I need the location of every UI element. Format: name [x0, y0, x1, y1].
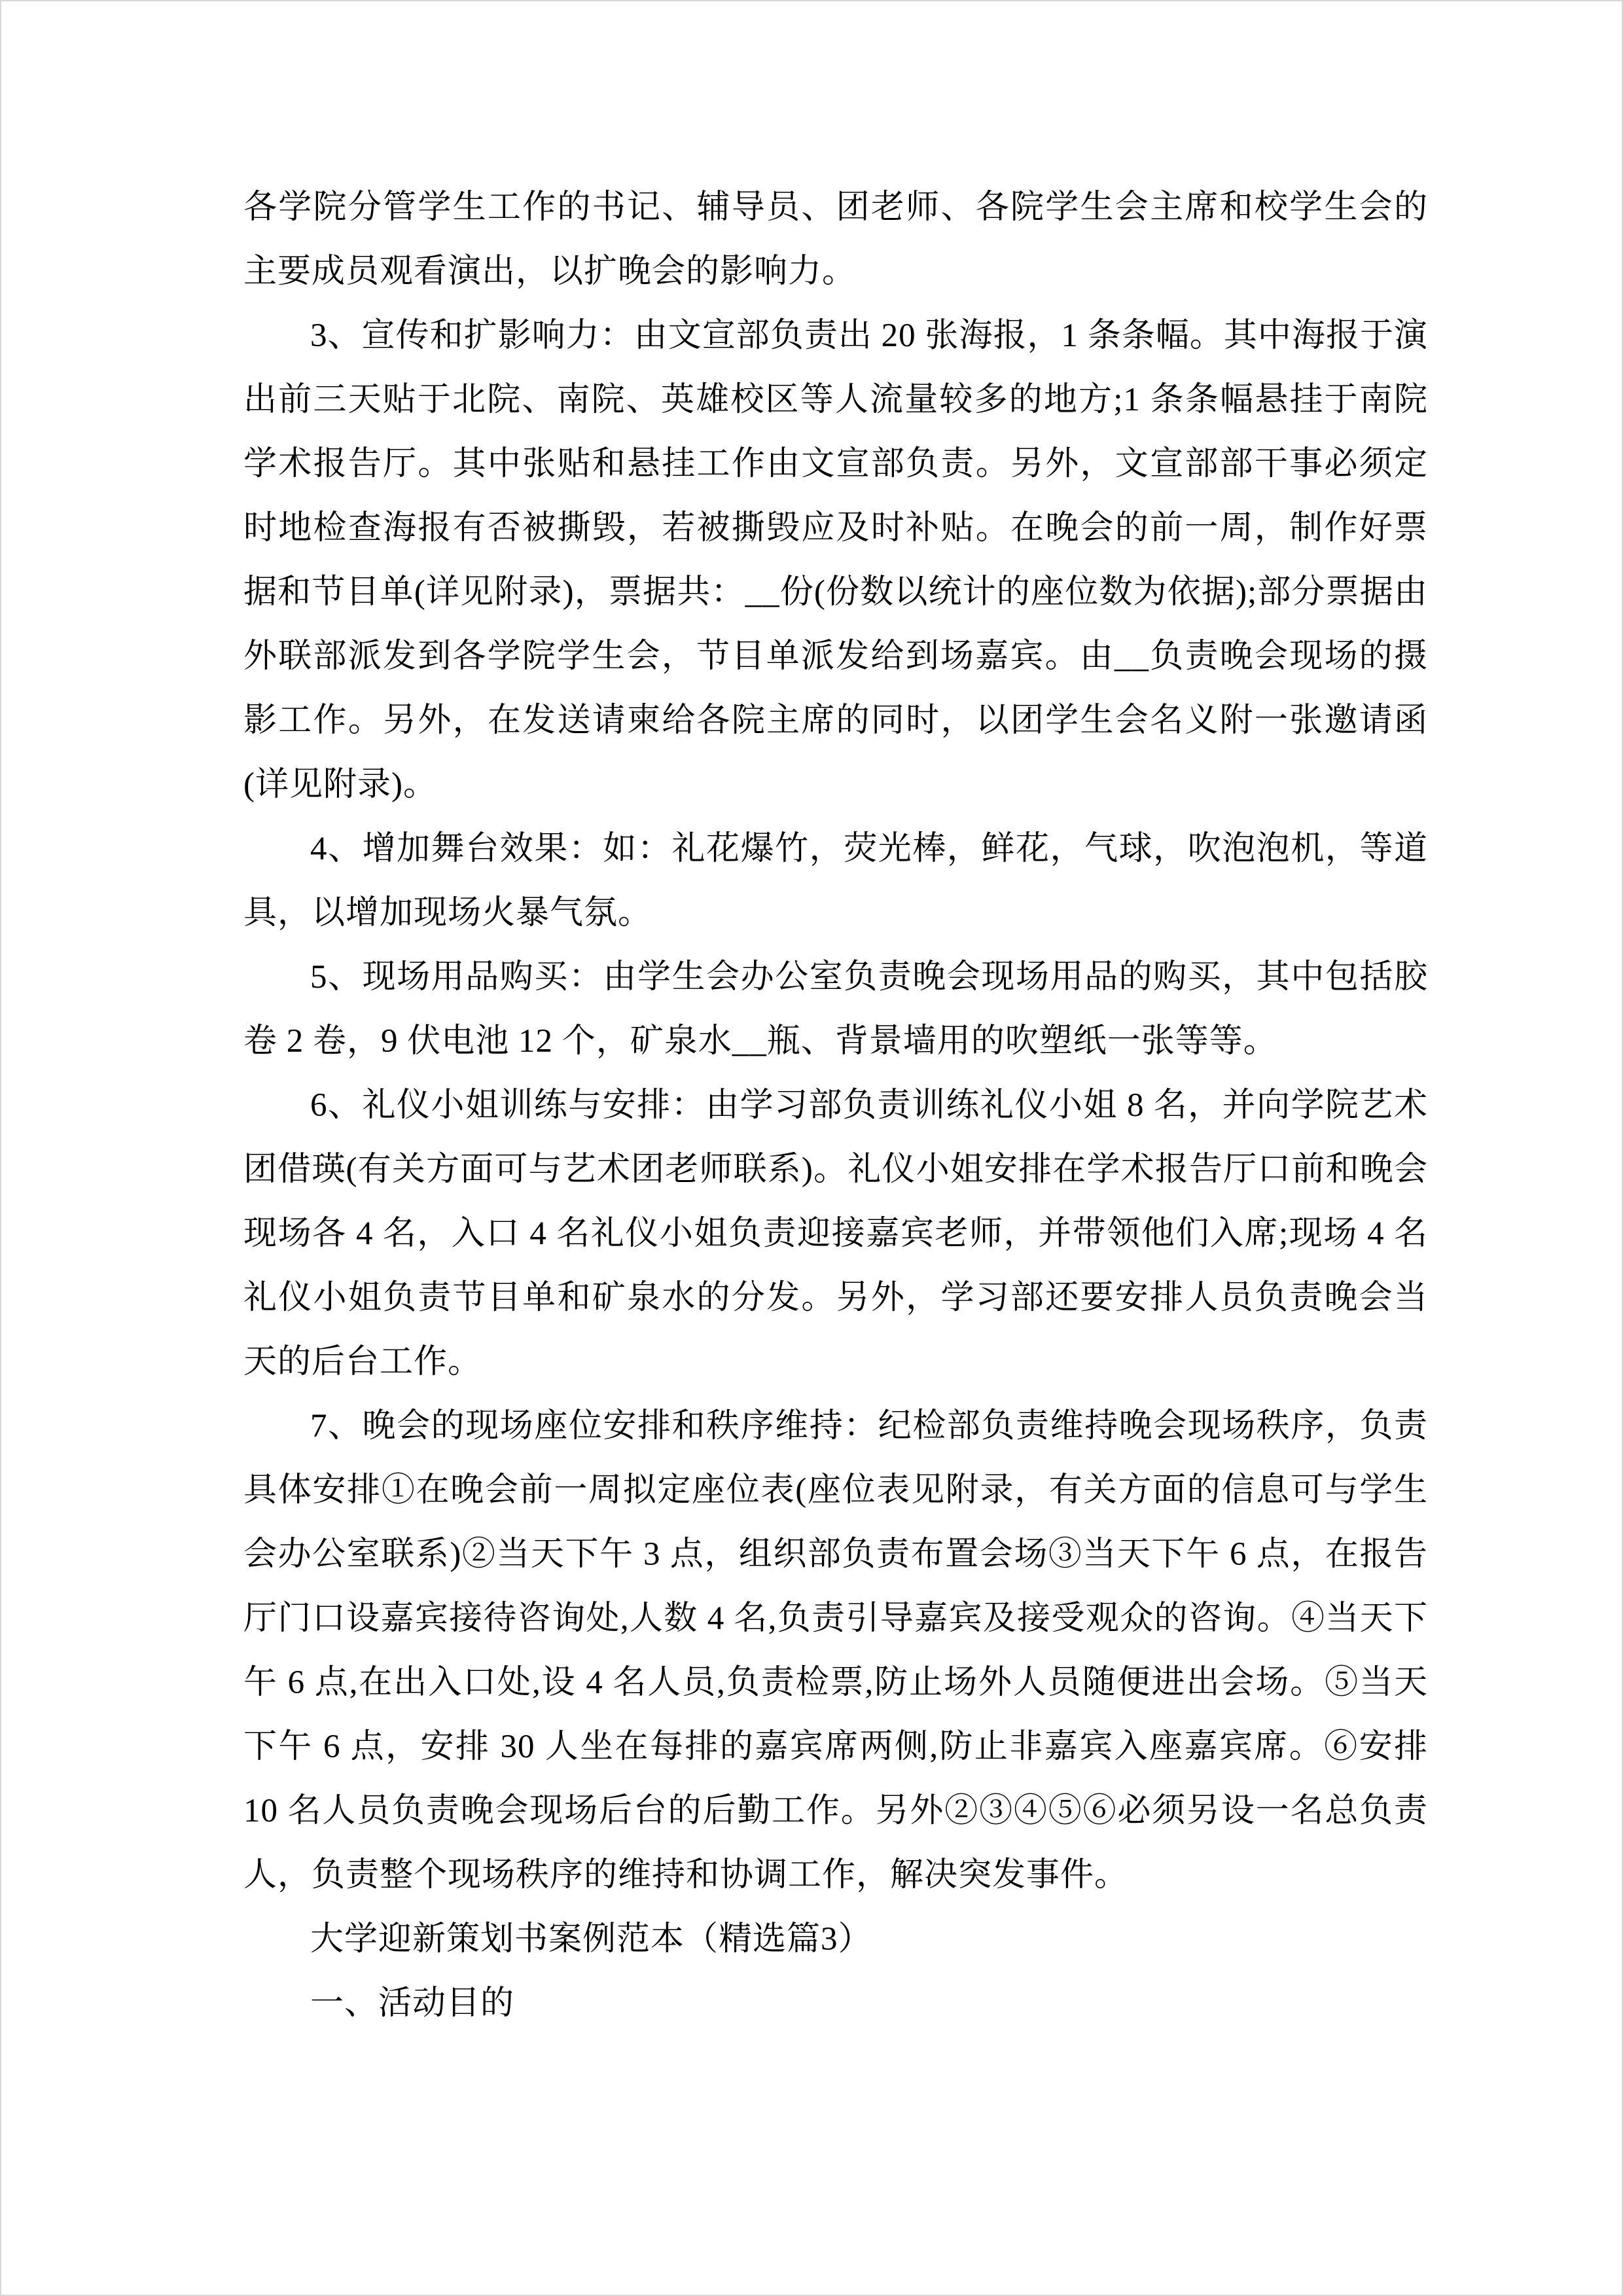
paragraph-activity-purpose-heading: 一、活动目的 [310, 1985, 515, 2022]
paragraph-item-5-supplies: 5、现场用品购买：由学生会办公室负责晚会现场用品的购买，其中包括胶卷 2 卷，9 伏电池 12 个，矿泉水__瓶、背景墙用的吹塑纸一张等等。 [243, 959, 1428, 1060]
paragraph-continuation: 各学院分管学生工作的书记、辅导员、团老师、各院学生会主席和校学生会的主要成员观看演出，以扩晚会的影响力。 [243, 189, 1428, 290]
document-text-block [243, 175, 1428, 2036]
paragraph-item-6-etiquette: 6、礼仪小姐训练与安排：由学习部负责训练礼仪小姐 8 名，并向学院艺术团借瑛(有关方面可与艺术团老师联系)。礼仪小姐安排在学术报告厅口前和晚会现场各 4 名，入口 4 名礼仪小姐负责迎接嘉宾老师，并带领他们入席;现场 4 名礼仪小姐负责节目单和矿泉水的分发。另外，学习部还要安排人员负责晚会当天的后台工作。 [243, 1087, 1428, 1380]
paragraph-item-3-publicity: 3、宣传和扩影响力：由文宣部负责出 20 张海报，1 条条幅。其中海报于演出前三天贴于北院、南院、英雄校区等人流量较多的地方;1 条条幅悬挂于南院学术报告厅。其中张贴和悬挂工作由文宣部负责。另外，文宣部部干事必须定时地检查海报有否被撕毁，若被撕毁应及时补贴。在晚会的前一周，制作好票据和节目单(详见附录)，票据共：__份(份数以统计的座位数为依据);部分票据由外联部派发到各学院学生会，节目单派发给到场嘉宾。由__负责晚会现场的摄影工作。另外，在发送请柬给各院主席的同时，以团学生会名义附一张邀请函(详见附录)。 [243, 317, 1428, 803]
paragraph-section-title: 大学迎新策划书案例范本（精选篇3） [310, 1921, 872, 1958]
paragraph-item-4-stage-effects: 4、增加舞台效果：如：礼花爆竹，荧光棒，鲜花，气球，吹泡泡机，等道具，以增加现场火暴气氛。 [243, 831, 1428, 931]
paragraph-item-7-seating-order: 7、晚会的现场座位安排和秩序维持：纪检部负责维持晚会现场秩序，负责具体安排①在晚会前一周拟定座位表(座位表见附录，有关方面的信息可与学生会办公室联系)②当天下午 3 点，组织部负责布置会场③当天下午 6 点，在报告厅门口设嘉宾接待咨询处,人数 4 名,负责引导嘉宾及接受观众的咨询。④当天下午 6 点,在出入口处,设 4 名人员,负责检票,防止场外人员随便进出会场。⑤当天下午 6 点，安排 30 人坐在每排的嘉宾席两侧,防止非嘉宾入座嘉宾席。⑥安排 10 名人员负责晚会现场后台的后勤工作。另外②③④⑤⑥必须另设一名总负责人，负责整个现场秩序的维持和协调工作，解决突发事件。 [243, 1408, 1428, 1893]
